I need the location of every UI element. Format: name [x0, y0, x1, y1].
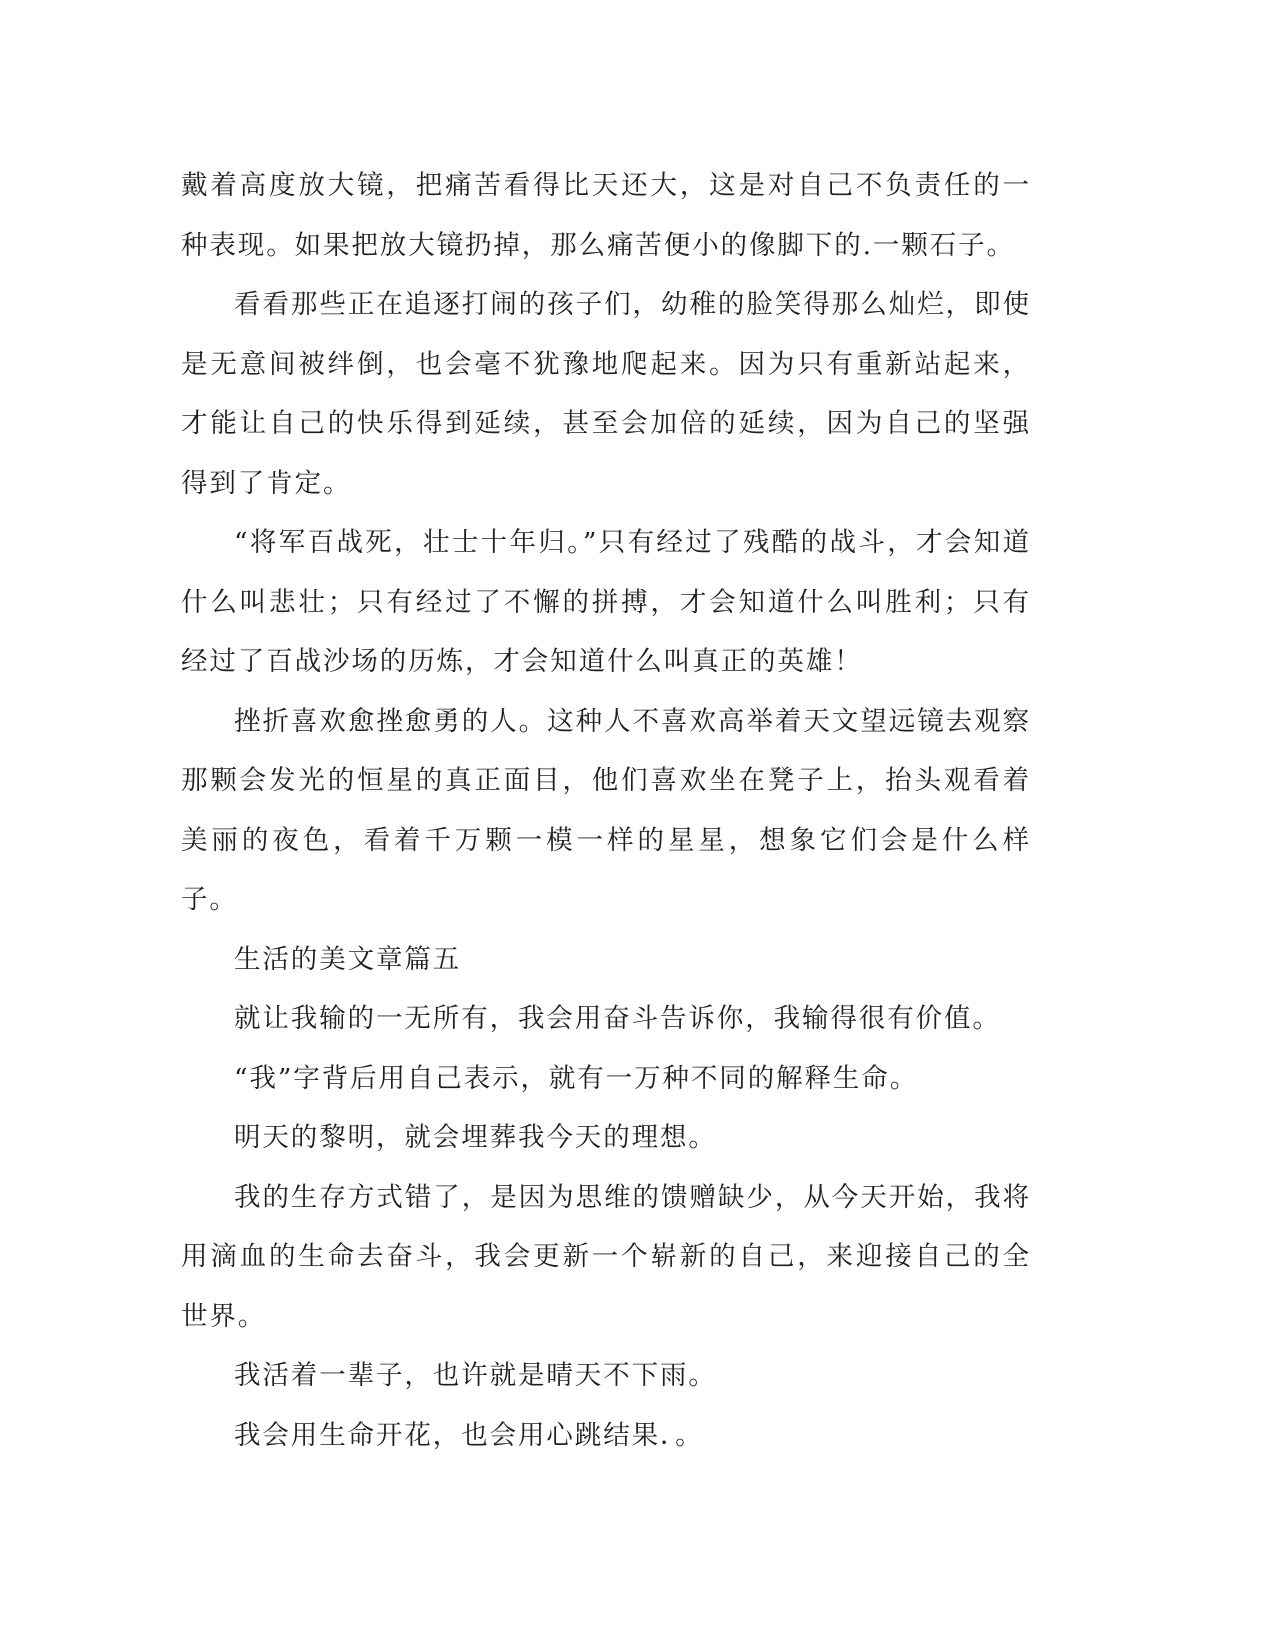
section-heading: 生活的美文章篇五	[234, 943, 462, 975]
paragraph-general-quote: “将军百战死，壮士十年归。”只有经过了残酷的战斗，才会知道什么叫悲壮；只有经过了不懈的拼搏，才会知道什么叫胜利；只有经过了百战沙场的历炼，才会知道什么叫真正的英雄！	[181, 527, 1031, 677]
paragraph-children: 看看那些正在追逐打闹的孩子们，幼稚的脸笑得那么灿烂，即使是无意间被绊倒，也会毫不犹豫地爬起来。因为只有重新站起来，才能让自己的快乐得到延续，甚至会加倍的延续，因为自己的坚强得到了肯定。	[181, 289, 1031, 499]
paragraph-lose-everything: 就让我输的一无所有，我会用奋斗告诉你，我输得很有价值。	[234, 1003, 1001, 1034]
paragraph-way-of-living: 我的生存方式错了，是因为思维的馈赠缺少，从今天开始，我将用滴血的生命去奋斗，我会更新一个崭新的自己，来迎接自己的全世界。	[181, 1181, 1031, 1332]
paragraph-lifetime: 我活着一辈子，也许就是晴天不下雨。	[234, 1360, 717, 1391]
paragraph-magnifier: 戴着高度放大镜，把痛苦看得比天还大，这是对自己不负责任的一种表现。如果把放大镜扔掉，那么痛苦便小的像脚下的.一颗石子。	[181, 170, 1031, 261]
paragraph-word-me: “我”字背后用自己表示，就有一万种不同的解释生命。	[234, 1062, 919, 1094]
article-body	[181, 156, 1031, 1465]
paragraph-setbacks: 挫折喜欢愈挫愈勇的人。这种人不喜欢高举着天文望远镜去观察那颗会发光的恒星的真正面目，他们喜欢坐在凳子上，抬头观看着美丽的夜色，看着千万颗一模一样的星星，想象它们会是什么样子。	[181, 705, 1031, 915]
paragraph-dawn: 明天的黎明，就会埋葬我今天的理想。	[234, 1122, 717, 1153]
paragraph-blossom: 我会用生命开花，也会用心跳结果．。	[234, 1419, 704, 1451]
